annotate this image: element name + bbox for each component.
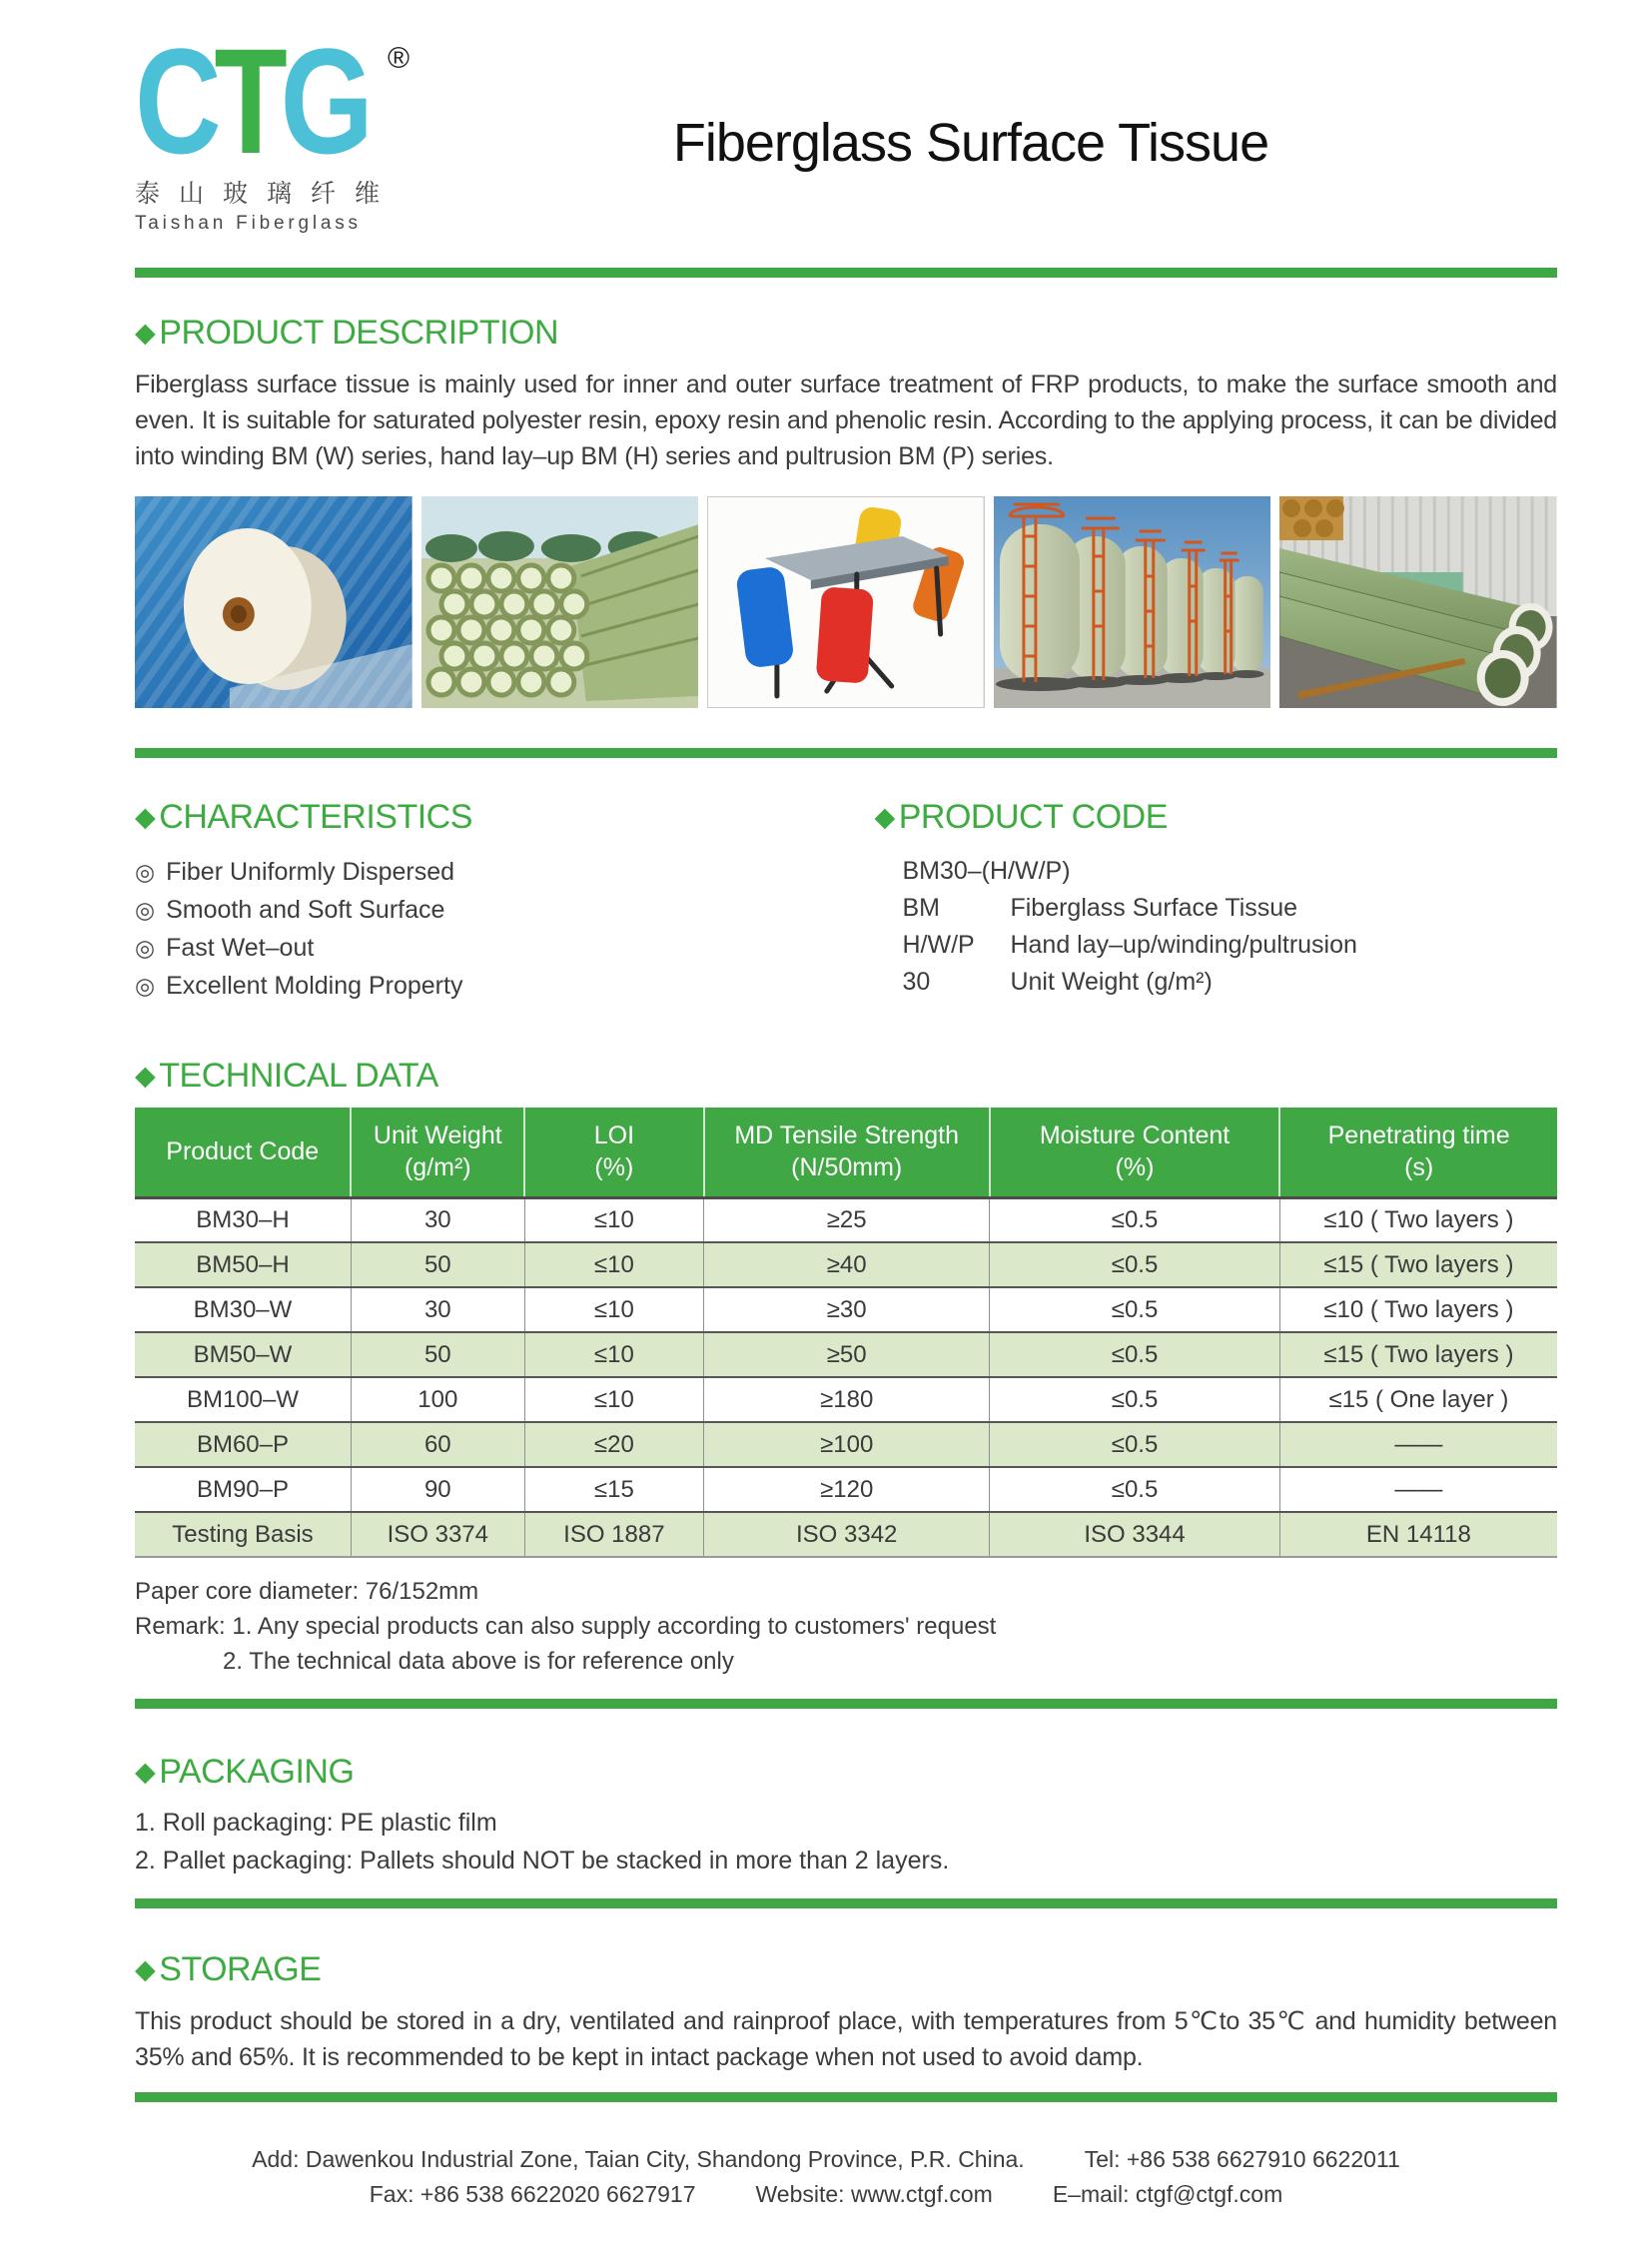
table-cell: ≤15 ( Two layers )	[1323, 1250, 1514, 1278]
technical-data-table	[135, 1108, 1557, 1558]
table-cell: ≥30	[704, 1287, 990, 1332]
product-code-body	[902, 853, 1557, 1001]
table-cell: ≤10	[524, 1377, 703, 1422]
logo-letter: T	[214, 17, 281, 185]
page-title: Fiberglass Surface Tissue	[672, 113, 1269, 173]
divider-bar	[135, 1699, 1557, 1709]
table-cell: ≥40	[704, 1242, 990, 1287]
characteristics-heading-label: CHARACTERISTICS	[159, 798, 472, 836]
packaging-heading	[135, 1753, 1557, 1792]
table-cell: ISO 3374	[351, 1512, 524, 1557]
characteristics-and-code-row	[135, 798, 1557, 1005]
table-row	[135, 1242, 1557, 1287]
column-header	[704, 1108, 990, 1197]
table-cell: BM100–W	[135, 1377, 351, 1422]
product-description-text: Fiberglass surface tissue is mainly used for inner and outer surface treatment of FRP products, to make the surface smooth and even. It is suitable for saturated polyester resin, epoxy resin and phenolic resin. According to the applying process, it can be divided into winding BM (W) series, hand lay–up BM (H) series and pultrusion BM (P) series.	[135, 371, 1557, 470]
table-cell: 30	[351, 1287, 524, 1332]
characteristic-item	[135, 853, 874, 891]
table-cell: 90	[351, 1467, 524, 1512]
footer-segment: E–mail: ctgf@ctgf.com	[1052, 2181, 1283, 2207]
column-header-line2: (%)	[594, 1153, 634, 1182]
product-code-heading-label: PRODUCT CODE	[898, 798, 1168, 836]
product-photo-strip	[135, 496, 1557, 708]
table-cell: ≤15	[524, 1467, 703, 1512]
table-cell: ISO 1887	[524, 1512, 703, 1557]
column-header	[351, 1108, 524, 1197]
characteristic-label: Fiber Uniformly Dispersed	[166, 858, 455, 886]
table-cell: ≥120	[704, 1467, 990, 1512]
section-characteristics	[135, 798, 874, 1005]
code-definition: Unit Weight (g/m²)	[1010, 968, 1213, 996]
table-cell: ≥180	[704, 1377, 990, 1422]
product-description-heading-label: PRODUCT DESCRIPTION	[159, 314, 559, 352]
fiberglass-tissue-roll-photo	[135, 496, 413, 708]
table-cell: BM60–P	[135, 1422, 351, 1467]
table-row	[135, 1422, 1557, 1467]
registered-trademark-icon: ®	[388, 42, 411, 75]
code-definition: Hand lay–up/winding/pultrusion	[1010, 931, 1357, 959]
table-cell: ≤0.5	[990, 1287, 1279, 1332]
ring-bullet-icon: ◎	[135, 897, 156, 923]
table-cell: 60	[351, 1422, 524, 1467]
table-cell: BM50–H	[135, 1242, 351, 1287]
table-cell: BM30–H	[135, 1197, 351, 1242]
section-storage	[135, 1950, 1557, 2075]
table-cell: 30	[351, 1197, 524, 1242]
characteristics-list	[135, 853, 874, 1005]
table-cell: ISO 3342	[704, 1512, 990, 1557]
table-cell: BM90–P	[135, 1467, 351, 1512]
table-row	[135, 1287, 1557, 1332]
table-cell: ≤0.5	[990, 1377, 1279, 1422]
table-cell: ≤20	[524, 1422, 703, 1467]
characteristic-label: Excellent Molding Property	[166, 972, 463, 1000]
column-header	[1279, 1108, 1557, 1197]
frp-large-pipes-photo	[1279, 496, 1557, 708]
column-header-line2: (%)	[1115, 1153, 1155, 1182]
column-header-line1: Moisture Content	[1039, 1121, 1231, 1150]
contact-footer	[0, 2142, 1652, 2212]
table-cell: ≤0.5	[990, 1422, 1279, 1467]
table-notes	[135, 1574, 1557, 1679]
table-cell: Testing Basis	[135, 1512, 351, 1557]
characteristic-label: Smooth and Soft Surface	[166, 896, 445, 924]
footer-segment: Tel: +86 538 6627910 6622011	[1084, 2146, 1400, 2172]
table-cell: ≤10	[524, 1332, 703, 1377]
column-header-line2: (s)	[1404, 1153, 1434, 1182]
diamond-icon: ◆	[135, 1061, 156, 1091]
characteristic-item	[135, 891, 874, 929]
divider-bar-bottom	[135, 2092, 1557, 2102]
divider-bar-top	[135, 268, 1557, 278]
ring-bullet-icon: ◎	[135, 859, 156, 885]
packaging-list	[135, 1804, 1557, 1879]
packaging-item: 2. Pallet packaging: Pallets should NOT be stacked in more than 2 layers.	[135, 1847, 950, 1874]
code-definition: Fiberglass Surface Tissue	[1010, 894, 1298, 922]
table-cell: ≤0.5	[990, 1197, 1279, 1242]
column-header-line2: (g/m²)	[404, 1153, 471, 1182]
tissue-roll-illustration	[135, 496, 413, 708]
table-cell: ≤0.5	[990, 1467, 1279, 1512]
table-cell: ——	[1394, 1475, 1443, 1503]
characteristic-item	[135, 929, 874, 967]
column-header	[135, 1108, 351, 1197]
column-header	[990, 1108, 1279, 1197]
table-cell: ≥100	[704, 1422, 990, 1467]
diamond-icon: ◆	[135, 318, 156, 348]
packaging-heading-label: PACKAGING	[159, 1753, 355, 1791]
header	[0, 0, 1652, 268]
characteristics-heading	[135, 798, 874, 837]
footer-line-2	[0, 2177, 1652, 2212]
table-cell: ≤10	[524, 1242, 703, 1287]
column-header-line1: LOI	[593, 1121, 635, 1150]
product-code-value: BM30–(H/W/P)	[902, 857, 1071, 885]
title-area	[454, 44, 1557, 174]
product-code-row	[902, 890, 1557, 927]
section-technical-data	[135, 1057, 1557, 1679]
footer-segment: Website: www.ctgf.com	[755, 2181, 993, 2207]
table-cell: ——	[1394, 1430, 1443, 1458]
table-note: 2. The technical data above is for reference only	[223, 1648, 734, 1675]
footer-segment: Fax: +86 538 6622020 6627917	[369, 2181, 696, 2207]
frp-tanks-photo	[994, 496, 1271, 708]
table-row	[135, 1467, 1557, 1512]
product-code-row	[902, 927, 1557, 964]
frp-pipe-stack-photo	[421, 496, 699, 708]
product-code-row	[902, 964, 1557, 1001]
table-cell: 50	[351, 1242, 524, 1287]
logo-chinese-text: 泰山玻璃纤维	[135, 180, 400, 208]
product-code-legend	[902, 890, 1557, 1001]
divider-bar	[135, 748, 1557, 758]
table-header	[135, 1108, 1557, 1197]
column-header-line1: Product Code	[166, 1137, 320, 1166]
diamond-icon: ◆	[135, 1757, 156, 1787]
logo-letter: G	[280, 17, 367, 185]
table-cell: ≤15 ( One layer )	[1328, 1385, 1509, 1413]
section-product-description	[135, 314, 1557, 708]
tanks-illustration	[994, 496, 1271, 708]
diamond-icon: ◆	[135, 802, 156, 832]
ring-bullet-icon: ◎	[135, 935, 156, 961]
logo-english-text: Taishan Fiberglass	[135, 213, 362, 234]
table-cell: BM50–W	[135, 1332, 351, 1377]
storage-heading-label: STORAGE	[159, 1950, 322, 1988]
code-term: H/W/P	[902, 931, 975, 959]
table-cell: ≤10	[524, 1197, 703, 1242]
table-note: Remark: 1. Any special products can also supply according to customers' request	[135, 1613, 997, 1640]
table-row	[135, 1197, 1557, 1242]
technical-data-heading-label: TECHNICAL DATA	[159, 1057, 438, 1095]
table-cell: ≤10	[524, 1287, 703, 1332]
table-note: Paper core diameter: 76/152mm	[135, 1578, 479, 1605]
product-code-heading	[874, 798, 1557, 837]
code-term: BM	[902, 894, 940, 922]
ctg-logo	[135, 17, 454, 185]
page-content	[0, 268, 1652, 2102]
column-header-line1: Unit Weight	[373, 1121, 502, 1150]
table-cell: ≤0.5	[990, 1242, 1279, 1287]
diamond-icon: ◆	[135, 1954, 156, 1984]
storage-heading	[135, 1950, 1557, 1989]
packaging-item: 1. Roll packaging: PE plastic film	[135, 1809, 497, 1837]
section-packaging	[135, 1753, 1557, 1879]
storage-text: This product should be stored in a dry, ventilated and rainproof place, with temperatures from 5℃to 35℃ and humidity between 35% and 65%. It is recommended to be kept in intact package when not used to avoid damp.	[135, 2007, 1557, 2071]
column-header	[524, 1108, 703, 1197]
diamond-icon: ◆	[874, 802, 895, 832]
table-cell: ≤10 ( Two layers )	[1323, 1205, 1514, 1233]
section-product-code	[874, 798, 1557, 1005]
table-cell: 100	[351, 1377, 524, 1422]
table-cell: ≥25	[704, 1197, 990, 1242]
pipe-stack-illustration	[421, 496, 699, 708]
product-description-heading	[135, 314, 1557, 353]
large-pipes-illustration	[1279, 496, 1557, 708]
table-cell: ≤10 ( Two layers )	[1323, 1295, 1514, 1323]
table-row	[135, 1377, 1557, 1422]
technical-data-heading	[135, 1057, 1557, 1096]
table-cell: ≤0.5	[990, 1332, 1279, 1377]
ctg-logo-letters	[135, 17, 367, 185]
frp-furniture-photo	[707, 496, 985, 708]
footer-segment: Add: Dawenkou Industrial Zone, Taian City, Shandong Province, P.R. China.	[252, 2146, 1025, 2172]
characteristic-label: Fast Wet–out	[166, 934, 315, 962]
table-cell: ISO 3344	[990, 1512, 1279, 1557]
table-cell: ≤15 ( Two layers )	[1323, 1340, 1514, 1368]
logo-letter: C	[135, 17, 215, 185]
table-cell: 50	[351, 1332, 524, 1377]
code-term: 30	[902, 968, 931, 996]
ring-bullet-icon: ◎	[135, 973, 156, 999]
furniture-illustration	[707, 496, 985, 708]
column-header-line2: (N/50mm)	[791, 1153, 903, 1182]
characteristic-item	[135, 967, 874, 1005]
table-row	[135, 1512, 1557, 1557]
column-header-line1: MD Tensile Strength	[734, 1121, 960, 1150]
table-row	[135, 1332, 1557, 1377]
divider-bar	[135, 1898, 1557, 1908]
column-header-line1: Penetrating time	[1327, 1121, 1510, 1150]
brand-logo	[135, 17, 454, 235]
table-cell: ≥50	[704, 1332, 990, 1377]
table-cell: BM30–W	[135, 1287, 351, 1332]
footer-line-1	[0, 2142, 1652, 2177]
table-cell: EN 14118	[1365, 1520, 1471, 1548]
